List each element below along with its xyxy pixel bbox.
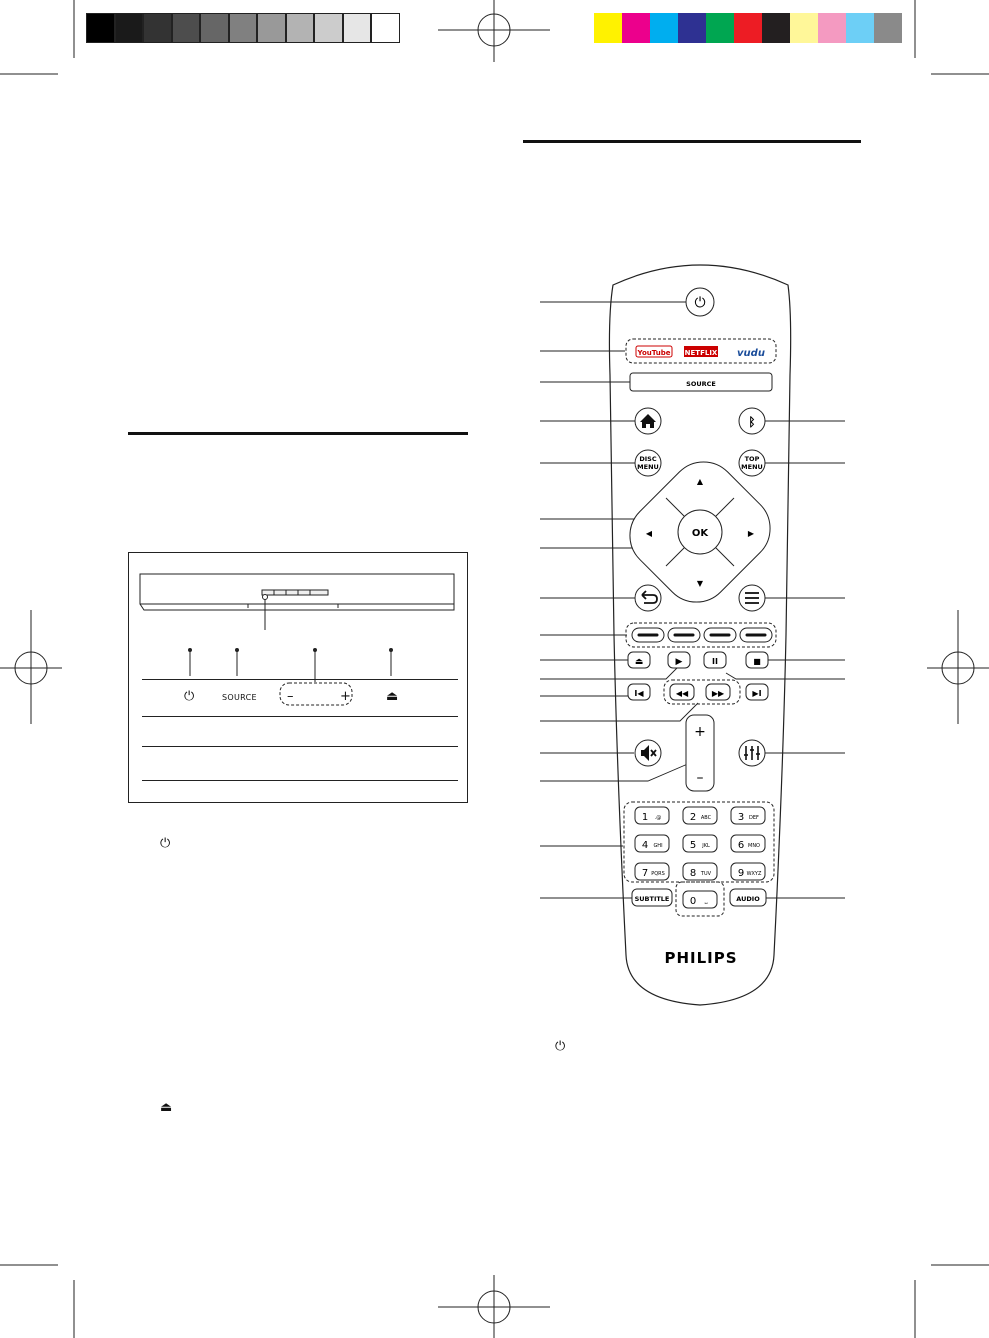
play-icon: ▶: [675, 657, 683, 667]
svg-text:SUBTITLE: SUBTITLE: [634, 895, 670, 903]
svg-text:DISC: DISC: [639, 455, 657, 463]
control-row-line-3: [142, 746, 458, 747]
keypad-digit: 6: [737, 840, 745, 851]
svg-text:SOURCE: SOURCE: [686, 380, 716, 388]
ok-button: OK: [691, 528, 709, 539]
keypad-letters: MNO: [748, 843, 760, 849]
next-icon: ▶I: [752, 689, 762, 698]
keypad-key-1[interactable]: [635, 807, 669, 824]
keypad-letters: TUV: [700, 871, 712, 877]
keypad-digit: 8: [689, 868, 697, 879]
sound-settings-icon: [744, 746, 760, 760]
unit-source-label: SOURCE: [222, 693, 257, 702]
bluetooth-icon: ᛒ: [748, 415, 756, 429]
keypad-letters: JKL: [702, 843, 710, 849]
keypad-digit: 1: [641, 812, 649, 823]
keypad-key-4[interactable]: [635, 835, 669, 852]
keypad-digit: 0: [689, 896, 697, 907]
unit-eject-icon: ⏏: [386, 689, 399, 704]
keypad-letters: .@: [654, 815, 662, 821]
keypad-letters: ABC: [700, 815, 712, 821]
keypad-letters: GHI: [653, 843, 663, 849]
keypad-digit: 7: [641, 868, 649, 879]
control-row-line-2: [142, 716, 458, 717]
down-arrow-icon: ▼: [696, 579, 704, 588]
keypad-digit: 4: [641, 840, 649, 851]
svg-text:MENU: MENU: [637, 463, 659, 471]
unit-power-icon: ⏻: [184, 689, 195, 704]
volume-down-icon: –: [696, 770, 704, 786]
remote-power-icon: ⏻: [694, 295, 706, 311]
main-unit-drawing: [128, 552, 468, 803]
unit-volume-minus-icon: –: [287, 689, 294, 704]
svg-text:NETFLIX: NETFLIX: [684, 349, 718, 357]
control-row-line-1: [142, 679, 458, 680]
keypad-letters: ␣: [704, 899, 708, 905]
keypad-digit: 2: [689, 812, 697, 823]
right-arrow-icon: ▶: [747, 529, 755, 538]
rewind-icon: ◀◀: [675, 689, 689, 698]
pause-icon: II: [712, 657, 718, 666]
svg-text:MENU: MENU: [741, 463, 763, 471]
volume-up-icon: +: [694, 724, 706, 740]
keypad-letters: WXYZ: [746, 871, 762, 877]
svg-text:AUDIO: AUDIO: [736, 895, 760, 903]
vudu-button: vudu: [737, 348, 765, 359]
control-row-line-4: [142, 780, 458, 781]
right-section-rule: [523, 140, 861, 143]
desc-power-icon: ⏻: [160, 836, 171, 851]
remote-control: [540, 255, 845, 1010]
keypad-digit: 5: [689, 840, 697, 851]
keypad-key-3[interactable]: [731, 807, 765, 824]
left-section-rule: [128, 432, 468, 435]
philips-logo: PHILIPS: [664, 949, 738, 967]
unit-volume-plus-icon: +: [340, 689, 351, 704]
keypad-digit: 9: [737, 868, 745, 879]
keypad-letters: DEF: [749, 815, 759, 821]
left-arrow-icon: ◀: [645, 529, 653, 538]
fast-forward-icon: ▶▶: [711, 689, 725, 698]
desc-eject-icon: ⏏: [160, 1100, 173, 1115]
keypad-letters: PQRS: [651, 871, 665, 877]
keypad-key-0[interactable]: [683, 891, 717, 908]
previous-icon: I◀: [634, 689, 644, 698]
eject-icon: ⏏: [634, 657, 644, 667]
svg-text:TOP: TOP: [744, 455, 760, 463]
keypad-key-5[interactable]: [683, 835, 717, 852]
svg-text:YouTube: YouTube: [637, 349, 671, 357]
desc-remote-power-icon: ⏻: [555, 1039, 566, 1054]
stop-icon: ■: [753, 657, 761, 666]
up-arrow-icon: ▲: [696, 477, 704, 486]
keypad-digit: 3: [737, 812, 745, 823]
